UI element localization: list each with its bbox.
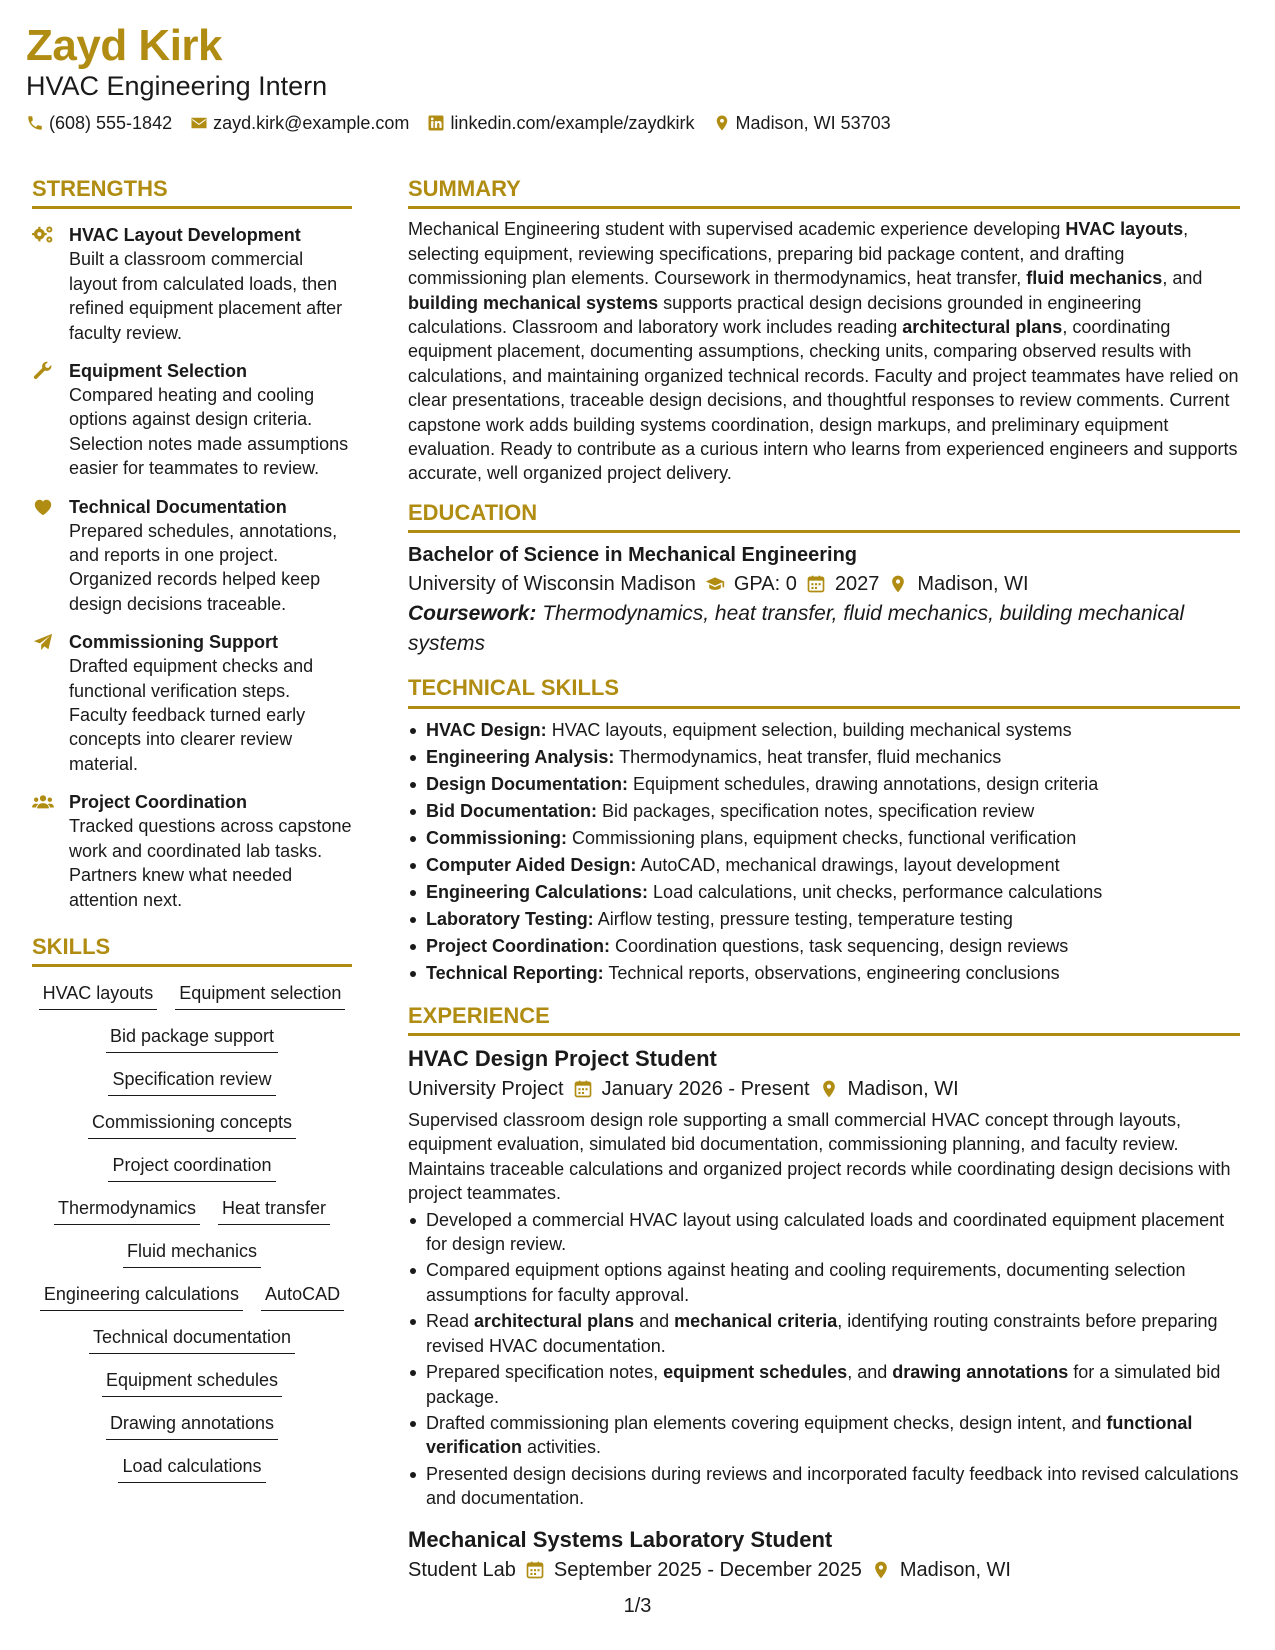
bullet-fragment: and	[634, 1311, 675, 1332]
education-section	[408, 500, 1240, 659]
skill-category: Design Documentation:	[426, 773, 629, 794]
strength-desc: Tracked questions across capstone work and coordinated lab tasks. Partners knew what needed attention next.	[69, 816, 352, 910]
skill-values: Load calculations, unit checks, performance calculations	[653, 881, 1103, 902]
skills-tag-list	[32, 979, 352, 1483]
strength-desc: Built a classroom commercial layout from calculated loads, then refined equipment placement after faculty review.	[69, 249, 343, 343]
resume-header	[26, 22, 1226, 134]
list-item	[408, 933, 1240, 960]
list-item	[408, 1309, 1240, 1358]
strength-desc: Prepared schedules, annotations, and reports in one project. Organized records helped keep design decisions traceable.	[69, 520, 338, 614]
skill-values: AutoCAD, mechanical drawings, layout development	[640, 854, 1060, 875]
skill-tag: Specification review	[108, 1065, 275, 1096]
job-dates: September 2025 - December 2025	[553, 1558, 862, 1581]
bullet-fragment: Developed a commercial HVAC layout using calculated loads and coordinated equipment placement for design review.	[426, 1209, 1225, 1255]
skill-tag: Bid package support	[106, 1022, 278, 1053]
summary-text	[408, 217, 1240, 485]
skills-section	[32, 934, 352, 1483]
list-item	[408, 906, 1240, 933]
bullet-fragment: activities.	[522, 1437, 602, 1458]
bullet-fragment-bold: architectural plans	[474, 1311, 635, 1332]
calendar-icon	[525, 1560, 545, 1580]
map-pin-icon	[713, 114, 731, 132]
summary-fragment: Mechanical Engineering student with supervised academic experience developing	[408, 219, 1066, 240]
skill-tag: Fluid mechanics	[123, 1237, 261, 1268]
skill-tag: Project coordination	[108, 1151, 275, 1182]
job-meta	[408, 1555, 1240, 1585]
strength-desc: Compared heating and cooling options against design criteria. Selection notes made assumptions easier for teammates to review.	[69, 385, 349, 479]
skill-category: Computer Aided Design:	[426, 854, 637, 875]
skill-category: Engineering Calculations:	[426, 881, 649, 902]
list-item	[408, 771, 1240, 798]
bullet-fragment: Drafted commissioning plan elements covering equipment checks, design intent, and	[426, 1412, 1107, 1433]
skill-tag: HVAC layouts	[39, 979, 158, 1010]
strength-desc: Drafted equipment checks and functional verification steps. Faculty feedback turned early concepts into clearer review material.	[69, 656, 314, 774]
list-item	[408, 825, 1240, 852]
job-location: Madison, WI	[847, 1078, 959, 1101]
list-item	[408, 879, 1240, 906]
summary-fragment-bold: architectural plans	[902, 317, 1063, 338]
coursework-label: Coursework:	[408, 602, 537, 626]
skill-values: Thermodynamics, heat transfer, fluid mechanics	[619, 746, 1002, 767]
users-icon	[32, 790, 69, 912]
skill-values: HVAC layouts, equipment selection, building mechanical systems	[551, 719, 1072, 740]
skill-tag: Engineering calculations	[40, 1280, 243, 1311]
summary-heading: SUMMARY	[408, 176, 1240, 209]
bullet-fragment-bold: mechanical criteria	[674, 1311, 838, 1332]
skill-category: Project Coordination:	[426, 935, 610, 956]
list-item	[408, 1411, 1240, 1460]
skill-category: HVAC Design:	[426, 719, 547, 740]
education-meta	[408, 569, 1240, 599]
list-item	[408, 717, 1240, 744]
left-column	[32, 176, 352, 1483]
education-location: Madison, WI	[917, 573, 1029, 596]
degree-title: Bachelor of Science in Mechanical Engineering	[408, 544, 858, 567]
contact-location	[713, 113, 891, 134]
job-location: Madison, WI	[899, 1558, 1011, 1581]
skill-values: Coordination questions, task sequencing, design reviews	[615, 935, 1069, 956]
job-title: HVAC Design Project Student	[408, 1046, 717, 1072]
bullet-fragment: Compared equipment options against heating and cooling requirements, documenting selection assumptions for faculty approval.	[426, 1260, 1186, 1305]
skill-category: Engineering Analysis:	[426, 746, 615, 767]
skill-tag: Commissioning concepts	[88, 1108, 296, 1139]
strength-item	[32, 223, 352, 345]
coursework-text: Thermodynamics, heat transfer, fluid mechanics, building mechanical systems	[408, 602, 1185, 656]
bullet-fragment-bold: equipment schedules	[663, 1362, 848, 1383]
skill-category: Technical Reporting:	[426, 962, 604, 983]
contact-email[interactable]	[190, 113, 409, 134]
summary-fragment: , selecting equipment, reviewing specifications, preparing bid package content, and drafting commissioning plan elements. Coursework in thermodynamics, heat transfer,	[408, 219, 1189, 289]
summary-fragment-bold: HVAC layouts	[1065, 219, 1184, 240]
linkedin-text: linkedin.com/example/zaydkirk	[450, 112, 695, 133]
graduation-cap-icon	[705, 574, 725, 594]
contact-linkedin[interactable]	[427, 113, 694, 134]
job-org: University Project	[408, 1078, 564, 1101]
skill-category: Laboratory Testing:	[426, 908, 594, 929]
map-pin-icon	[888, 574, 908, 594]
email-text: zayd.kirk@example.com	[213, 112, 410, 133]
summary-fragment: supports practical design decisions grounded in engineering calculations. Classroom and laboratory work includes reading	[408, 292, 1142, 338]
calendar-icon	[806, 574, 826, 594]
skill-tag: Technical documentation	[89, 1323, 295, 1354]
phone-text: (608) 555-1842	[49, 112, 173, 133]
skill-tag: Equipment selection	[175, 979, 345, 1010]
list-item	[408, 852, 1240, 879]
bullet-fragment: Presented design decisions during reviews and incorporated faculty feedback into revised calculations and documentation.	[426, 1463, 1239, 1509]
summary-fragment: , and	[1162, 268, 1203, 289]
page-number: 1/3	[623, 1595, 652, 1617]
bullet-fragment: Read	[426, 1311, 475, 1332]
strength-title: HVAC Layout Development	[69, 225, 301, 246]
linkedin-icon	[427, 114, 445, 132]
bullet-fragment: for a simulated bid package.	[426, 1362, 1221, 1407]
technical-skills-list	[408, 717, 1240, 987]
skill-tag: Heat transfer	[218, 1194, 330, 1225]
school-name: University of Wisconsin Madison	[408, 573, 696, 596]
contact-bar	[26, 113, 1226, 134]
skill-tag: Thermodynamics	[54, 1194, 200, 1225]
strength-item	[32, 630, 352, 776]
graduation-year: 2027	[834, 573, 880, 596]
experience-section	[408, 1003, 1240, 1585]
technical-skills-heading: TECHNICAL SKILLS	[408, 675, 1240, 708]
skill-tag: Drawing annotations	[106, 1409, 278, 1440]
skill-category: Bid Documentation:	[426, 800, 597, 821]
heart-icon	[32, 495, 69, 617]
job-title: Mechanical Systems Laboratory Student	[408, 1526, 833, 1552]
job-description: Supervised classroom design role supporting a small commercial HVAC concept through layouts, equipment evaluation, simulated bid documentation, commissioning planning, and faculty review. Maintains traceable calculations and organized project records while coordinating design decisions with project teammates.	[408, 1110, 1231, 1204]
job-org: Student Lab	[408, 1558, 516, 1581]
calendar-icon	[573, 1079, 593, 1099]
skill-category: Commissioning:	[426, 827, 568, 848]
summary-fragment: , coordinating equipment placement, documenting assumptions, checking units, comparing observed results with calculations, and maintaining organized technical records. Faculty and project teammates have relied on clear presentations, traceable design decisions, and thoughtful responses to review comments. Current capstone work adds building systems coordination, design markups, and preliminary equipment evaluation. Ready to contribute as a curious intern who learns from experienced engineers and supports accurate, well organized project delivery.	[408, 317, 1239, 484]
list-item	[408, 798, 1240, 825]
map-pin-icon	[819, 1079, 839, 1099]
strength-title: Commissioning Support	[69, 632, 278, 653]
list-item	[408, 1462, 1240, 1511]
wrench-icon	[32, 359, 69, 481]
strengths-heading: STRENGTHS	[32, 176, 352, 209]
summary-fragment-bold: building mechanical systems	[408, 292, 659, 313]
candidate-title: HVAC Engineering Intern	[26, 71, 328, 102]
job-entry	[408, 1044, 1240, 1511]
strength-item	[32, 495, 352, 617]
skill-values: Equipment schedules, drawing annotations, design criteria	[633, 773, 1099, 794]
skill-values: Technical reports, observations, engineering conclusions	[608, 962, 1060, 983]
bullet-fragment: , and	[847, 1362, 893, 1383]
job-entry	[408, 1525, 1240, 1585]
coursework-line	[408, 599, 1240, 659]
skill-tag: AutoCAD	[261, 1280, 344, 1311]
strength-item	[32, 790, 352, 912]
skill-tag: Equipment schedules	[102, 1366, 282, 1397]
job-dates: January 2026 - Present	[601, 1078, 810, 1101]
paper-plane-icon	[32, 630, 69, 776]
skill-values: Bid packages, specification notes, specification review	[602, 800, 1035, 821]
location-text: Madison, WI 53703	[735, 112, 891, 133]
skill-tag: Load calculations	[118, 1452, 265, 1483]
skills-heading: SKILLS	[32, 934, 352, 967]
map-pin-icon	[871, 1560, 891, 1580]
technical-skills-section	[408, 675, 1240, 986]
strength-title: Technical Documentation	[69, 496, 287, 517]
job-bullets	[408, 1208, 1240, 1511]
phone-icon	[26, 114, 44, 132]
skill-values: Airflow testing, pressure testing, temperature testing	[597, 908, 1013, 929]
right-column	[408, 176, 1240, 1585]
candidate-name: Zayd Kirk	[26, 21, 223, 70]
strength-item	[32, 359, 352, 481]
education-heading: EDUCATION	[408, 500, 1240, 533]
strength-title: Equipment Selection	[69, 361, 248, 382]
gpa-text: GPA: 0	[733, 573, 797, 596]
list-item	[408, 1208, 1240, 1257]
list-item	[408, 744, 1240, 771]
bullet-fragment: Prepared specification notes,	[426, 1362, 664, 1383]
list-item	[408, 1258, 1240, 1307]
list-item	[408, 1360, 1240, 1409]
list-item	[408, 960, 1240, 987]
bullet-fragment-bold: functional verification	[426, 1412, 1193, 1458]
envelope-icon	[190, 114, 208, 132]
skill-values: Commissioning plans, equipment checks, functional verification	[572, 827, 1077, 848]
gears-icon	[32, 223, 69, 345]
strength-title: Project Coordination	[69, 792, 248, 813]
job-meta	[408, 1074, 1240, 1104]
bullet-fragment: , identifying routing constraints before preparing revised HVAC documentation.	[426, 1311, 1218, 1356]
experience-heading: EXPERIENCE	[408, 1003, 1240, 1036]
bullet-fragment-bold: drawing annotations	[892, 1362, 1069, 1383]
contact-phone[interactable]	[26, 113, 172, 134]
summary-fragment-bold: fluid mechanics	[1026, 268, 1163, 289]
